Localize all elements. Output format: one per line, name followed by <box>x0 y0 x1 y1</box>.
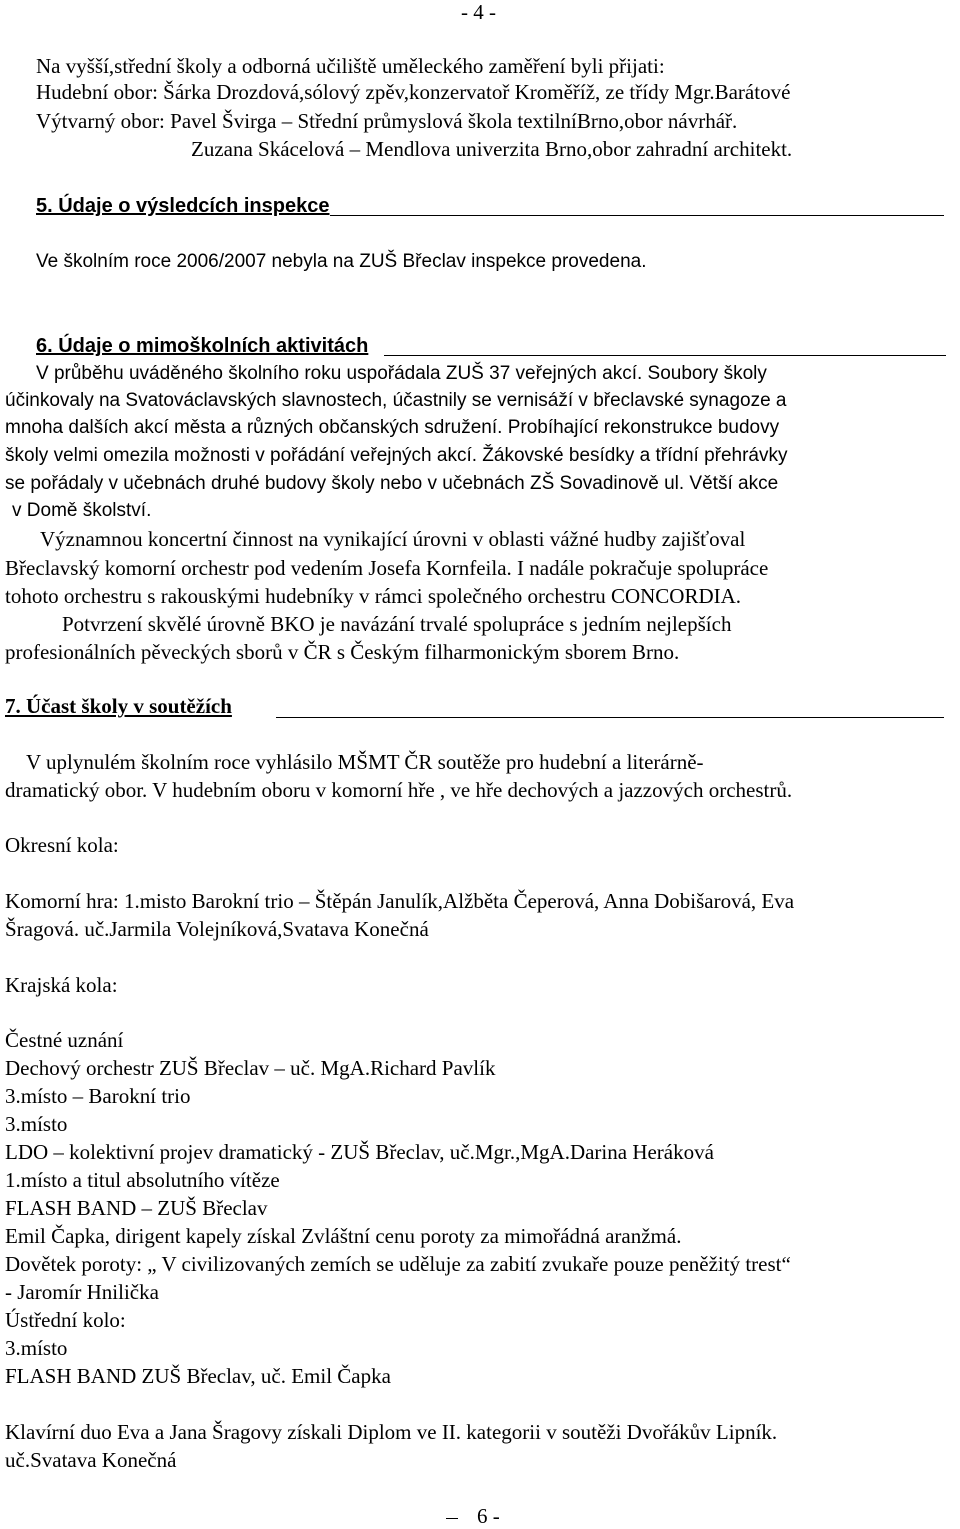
krajska-line-2: Dechový orchestr ZUŠ Břeclav – uč. MgA.Richard Pavlík <box>5 1056 496 1080</box>
page-number-bottom-dash <box>446 1518 458 1519</box>
section-7-intro-line-2: dramatický obor. V hudebním oboru v komorní hře , ve hře dechových a jazzových orchestrů. <box>5 778 793 802</box>
section-6-line-6: v Domě školství. <box>12 500 152 521</box>
section-6-rule <box>384 355 946 356</box>
krajska-line-11: Ústřední kolo: <box>5 1308 126 1332</box>
section-6-para2-line-3: tohoto orchestru s rakouskými hudebníky v rámci společného orchestru CONCORDIA. <box>5 584 742 608</box>
krajska-line-10: - Jaromír Hnilička <box>5 1280 159 1304</box>
section-7-rule <box>276 717 944 718</box>
section-5-rule <box>330 215 944 216</box>
krajska-line-3: 3.místo – Barokní trio <box>5 1084 191 1108</box>
section-6-line-4: školy velmi omezila možnosti v pořádání veřejných akcí. Žákovské besídky a třídní přehrávky <box>5 445 788 466</box>
section-6-line-2: účinkovaly na Svatováclavských slavnostech, účastnily se vernisáží v břeclavské synagoze a <box>5 390 787 411</box>
section-5-text: Ve školním roce 2006/2007 nebyla na ZUŠ Břeclav inspekce provedena. <box>36 251 647 272</box>
intro-line-4: Zuzana Skácelová – Mendlova univerzita Brno,obor zahradní architekt. <box>191 137 793 161</box>
section-6-para2-line-1: Významnou koncertní činnost na vynikající úrovni v oblasti vážné hudby zajišťoval <box>40 527 746 551</box>
krajska-line-1: Čestné uznání <box>5 1028 124 1052</box>
section-6-line-1: V průběhu uváděného školního roku uspořádala ZUŠ 37 veřejných akcí. Soubory školy <box>36 363 767 384</box>
krajska-line-6: 1.místo a titul absolutního vítěze <box>5 1168 280 1192</box>
intro-line-1: Na vyšší,střední školy a odborná učiliště uměleckého zaměření byli přijati: <box>36 54 665 78</box>
section-6-line-5: se pořádaly v učebnách druhé budovy školy nebo v učebnách ZŠ Sovadinově ul. Větší akce <box>5 473 779 494</box>
komorni-hra-line-1: Komorní hra: 1.misto Barokní trio – Štěpán Janulík,Alžběta Čeperová, Anna Dobišarová, Eva <box>5 889 795 913</box>
krajska-line-4: 3.místo <box>5 1112 68 1136</box>
section-6-para2-line-2: Břeclavský komorní orchestr pod vedením Josefa Kornfeila. I nadále pokračuje spolupráce <box>5 556 769 580</box>
page-number-top: - 4 - <box>461 0 496 24</box>
okresni-kola-label: Okresní kola: <box>5 833 119 857</box>
krajska-line-8: Emil Čapka, dirigent kapely získal Zvláštní cenu poroty za mimořádná aranžmá. <box>5 1224 682 1248</box>
intro-line-3: Výtvarný obor: Pavel Švirga – Střední průmyslová škola textilníBrno,obor návrhář. <box>36 109 738 133</box>
section-6-para3-line-1: Potvrzení skvělé úrovně BKO je navázání trvalé spolupráce s jedním nejlepších <box>62 612 732 636</box>
krajska-line-13: FLASH BAND ZUŠ Břeclav, uč. Emil Čapka <box>5 1364 391 1388</box>
krajska-line-5: LDO – kolektivní projev dramatický - ZUŠ Břeclav, uč.Mgr.,MgA.Darina Heráková <box>5 1140 714 1164</box>
section-6-para3-line-2: profesionálních pěveckých sborů v ČR s Českým filharmonickým sborem Brno. <box>5 640 680 664</box>
klavirni-duo-line-1: Klavírní duo Eva a Jana Šragovy získali Diplom ve II. kategorii v soutěži Dvořákův Lipník. <box>5 1420 778 1444</box>
page-number-bottom: 6 - <box>477 1504 500 1528</box>
section-5-heading: 5. Údaje o výsledcích inspekce <box>36 195 330 217</box>
intro-line-2: Hudební obor: Šárka Drozdová,sólový zpěv,konzervatoř Kroměříž, ze třídy Mgr.Barátové <box>36 80 791 104</box>
section-6-heading: 6. Údaje o mimoškolních aktivitách <box>36 335 369 357</box>
klavirni-duo-line-2: uč.Svatava Konečná <box>5 1448 177 1472</box>
section-7-intro-line-1: V uplynulém školním roce vyhlásilo MŠMT ČR soutěže pro hudební a literárně- <box>26 750 704 774</box>
krajska-line-12: 3.místo <box>5 1336 68 1360</box>
krajska-line-9: Dovětek poroty: „ V civilizovaných zemích se uděluje za zabití zvukaře pouze peněžitý trest“ <box>5 1252 791 1276</box>
komorni-hra-line-2: Šragová. uč.Jarmila Volejníková,Svatava Konečná <box>5 917 429 941</box>
krajska-line-7: FLASH BAND – ZUŠ Břeclav <box>5 1196 268 1220</box>
section-6-line-3: mnoha dalších akcí města a různých občanských sdružení. Probíhající rekonstrukce budovy <box>5 417 780 438</box>
krajska-kola-label: Krajská kola: <box>5 973 118 997</box>
section-7-heading: 7. Účast školy v soutěžích <box>5 694 232 718</box>
